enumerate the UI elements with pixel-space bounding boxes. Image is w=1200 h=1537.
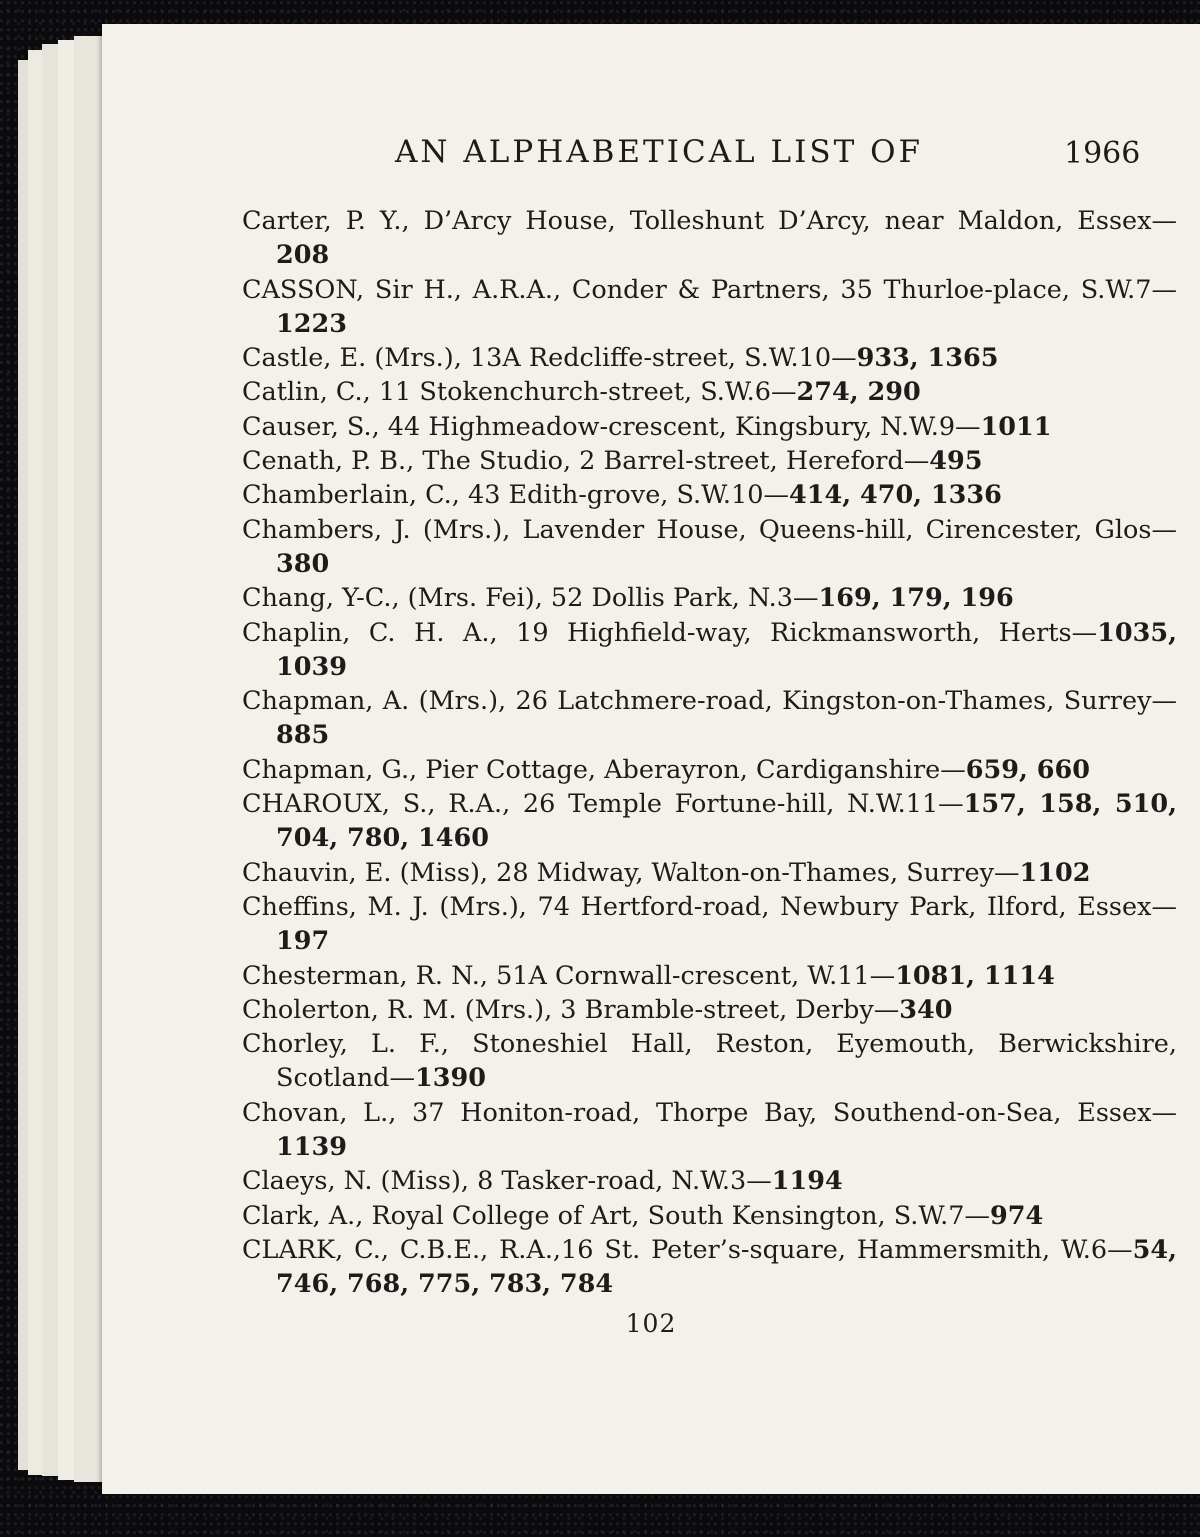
- entry-text: CASSON, Sir H., A.R.A., Conder & Partners, 35 Thurloe-place, S.W.7—: [242, 274, 1177, 305]
- list-entry: [242, 753, 1177, 787]
- entry-text: Claeys, N. (Miss), 8 Tasker-road, N.W.3—: [242, 1166, 772, 1197]
- entry-numbers: 885: [276, 720, 330, 751]
- entry-text: Castle, E. (Mrs.), 13A Redcliffe-street, S.W.10—: [242, 343, 857, 374]
- entry-numbers: 1390: [414, 1063, 486, 1094]
- entry-text: Chorley, L. F., Stoneshiel Hall, Reston, Eyemouth, Berwickshire, Scotland—: [242, 1029, 1177, 1094]
- list-entry: [242, 478, 1177, 512]
- list-entry: [242, 204, 1177, 273]
- running-head-year: 1966: [1064, 136, 1141, 171]
- entry-text: Chesterman, R. N., 51A Cornwall-crescent, W.11—: [242, 960, 896, 991]
- entry-numbers: 1223: [276, 308, 347, 339]
- entry-list: [242, 204, 1177, 1302]
- entry-numbers: 659, 660: [965, 754, 1090, 785]
- entry-numbers: 340: [899, 994, 953, 1025]
- entry-text: Carter, P. Y., D’Arcy House, Tolleshunt D’Arcy, near Maldon, Essex—: [242, 206, 1177, 236]
- entry-numbers: 157, 158, 510, 704, 780, 1460: [276, 789, 1178, 854]
- list-entry: [242, 273, 1177, 342]
- book-page: [102, 24, 1200, 1494]
- entry-numbers: 1081, 1114: [895, 960, 1055, 991]
- list-entry: [242, 890, 1177, 959]
- entry-text: Chang, Y-C., (Mrs. Fei), 52 Dollis Park, N.3—: [242, 583, 819, 614]
- entry-text: Chamberlain, C., 43 Edith-grove, S.W.10—: [242, 480, 789, 511]
- entry-numbers: 1102: [1019, 857, 1091, 888]
- entry-text: Chaplin, C. H. A., 19 Highfield-way, Rickmansworth, Herts—: [242, 617, 1098, 648]
- entry-text: Cenath, P. B., The Studio, 2 Barrel-street, Hereford—: [242, 446, 930, 477]
- list-entry: [242, 1164, 1177, 1198]
- list-entry: [242, 856, 1177, 890]
- entry-text: Clark, A., Royal College of Art, South Kensington, S.W.7—: [242, 1200, 990, 1231]
- list-entry: [242, 513, 1177, 582]
- entry-text: Causer, S., 44 Highmeadow-crescent, Kingsbury, N.W.9—: [242, 411, 981, 442]
- entry-text: Chovan, L., 37 Honiton-road, Thorpe Bay, Southend-on-Sea, Essex—: [242, 1097, 1177, 1128]
- entry-numbers: 1011: [980, 411, 1052, 442]
- entry-numbers: 54, 746, 768, 775, 783, 784: [276, 1234, 1177, 1300]
- entry-text: CHAROUX, S., R.A., 26 Temple Fortune-hill, N.W.11—: [242, 789, 964, 820]
- list-entry: [242, 684, 1177, 753]
- list-entry: [242, 341, 1177, 375]
- entry-text: Cheffins, M. J. (Mrs.), 74 Hertford-road, Newbury Park, Ilford, Essex—: [242, 891, 1177, 922]
- entry-numbers: 974: [990, 1200, 1044, 1231]
- entry-text: Chauvin, E. (Miss), 28 Midway, Walton-on-Thames, Surrey—: [242, 857, 1020, 888]
- entry-numbers: 414, 470, 1336: [788, 480, 1002, 511]
- list-entry: [242, 616, 1177, 685]
- list-entry: [242, 787, 1177, 856]
- list-entry: [242, 1096, 1177, 1165]
- entry-numbers: 495: [929, 446, 983, 477]
- entry-numbers: 1035, 1039: [276, 617, 1177, 682]
- running-head-title: AN ALPHABETICAL LIST OF: [395, 134, 924, 170]
- entry-text: CLARK, C., C.B.E., R.A.,16 St. Peter’s-square, Hammersmith, W.6—: [242, 1234, 1133, 1265]
- list-entry: [242, 959, 1177, 993]
- running-head: [102, 134, 1200, 184]
- entry-numbers: 169, 179, 196: [818, 583, 1014, 614]
- list-entry: [242, 375, 1177, 409]
- list-entry: [242, 1233, 1177, 1302]
- entry-numbers: 1139: [276, 1132, 347, 1163]
- list-entry: [242, 444, 1177, 478]
- entry-numbers: 208: [276, 240, 330, 271]
- entry-text: Chapman, G., Pier Cottage, Aberayron, Cardiganshire—: [242, 754, 966, 785]
- list-entry: [242, 1027, 1177, 1096]
- list-entry: [242, 1199, 1177, 1233]
- page-number: 102: [625, 1309, 677, 1338]
- entry-text: Chambers, J. (Mrs.), Lavender House, Queens-hill, Cirencester, Glos—: [242, 514, 1177, 545]
- list-entry: [242, 410, 1177, 444]
- entry-numbers: 380: [276, 548, 330, 579]
- entry-numbers: 274, 290: [796, 377, 921, 408]
- entry-numbers: 1194: [771, 1166, 843, 1197]
- entry-numbers: 197: [276, 926, 330, 957]
- list-entry: [242, 581, 1177, 615]
- entry-text: Catlin, C., 11 Stokenchurch-street, S.W.6—: [242, 377, 797, 408]
- list-entry: [242, 993, 1177, 1027]
- entry-text: Chapman, A. (Mrs.), 26 Latchmere-road, Kingston-on-Thames, Surrey—: [242, 686, 1177, 717]
- entry-numbers: 933, 1365: [856, 343, 999, 374]
- entry-text: Cholerton, R. M. (Mrs.), 3 Bramble-street, Derby—: [242, 994, 900, 1025]
